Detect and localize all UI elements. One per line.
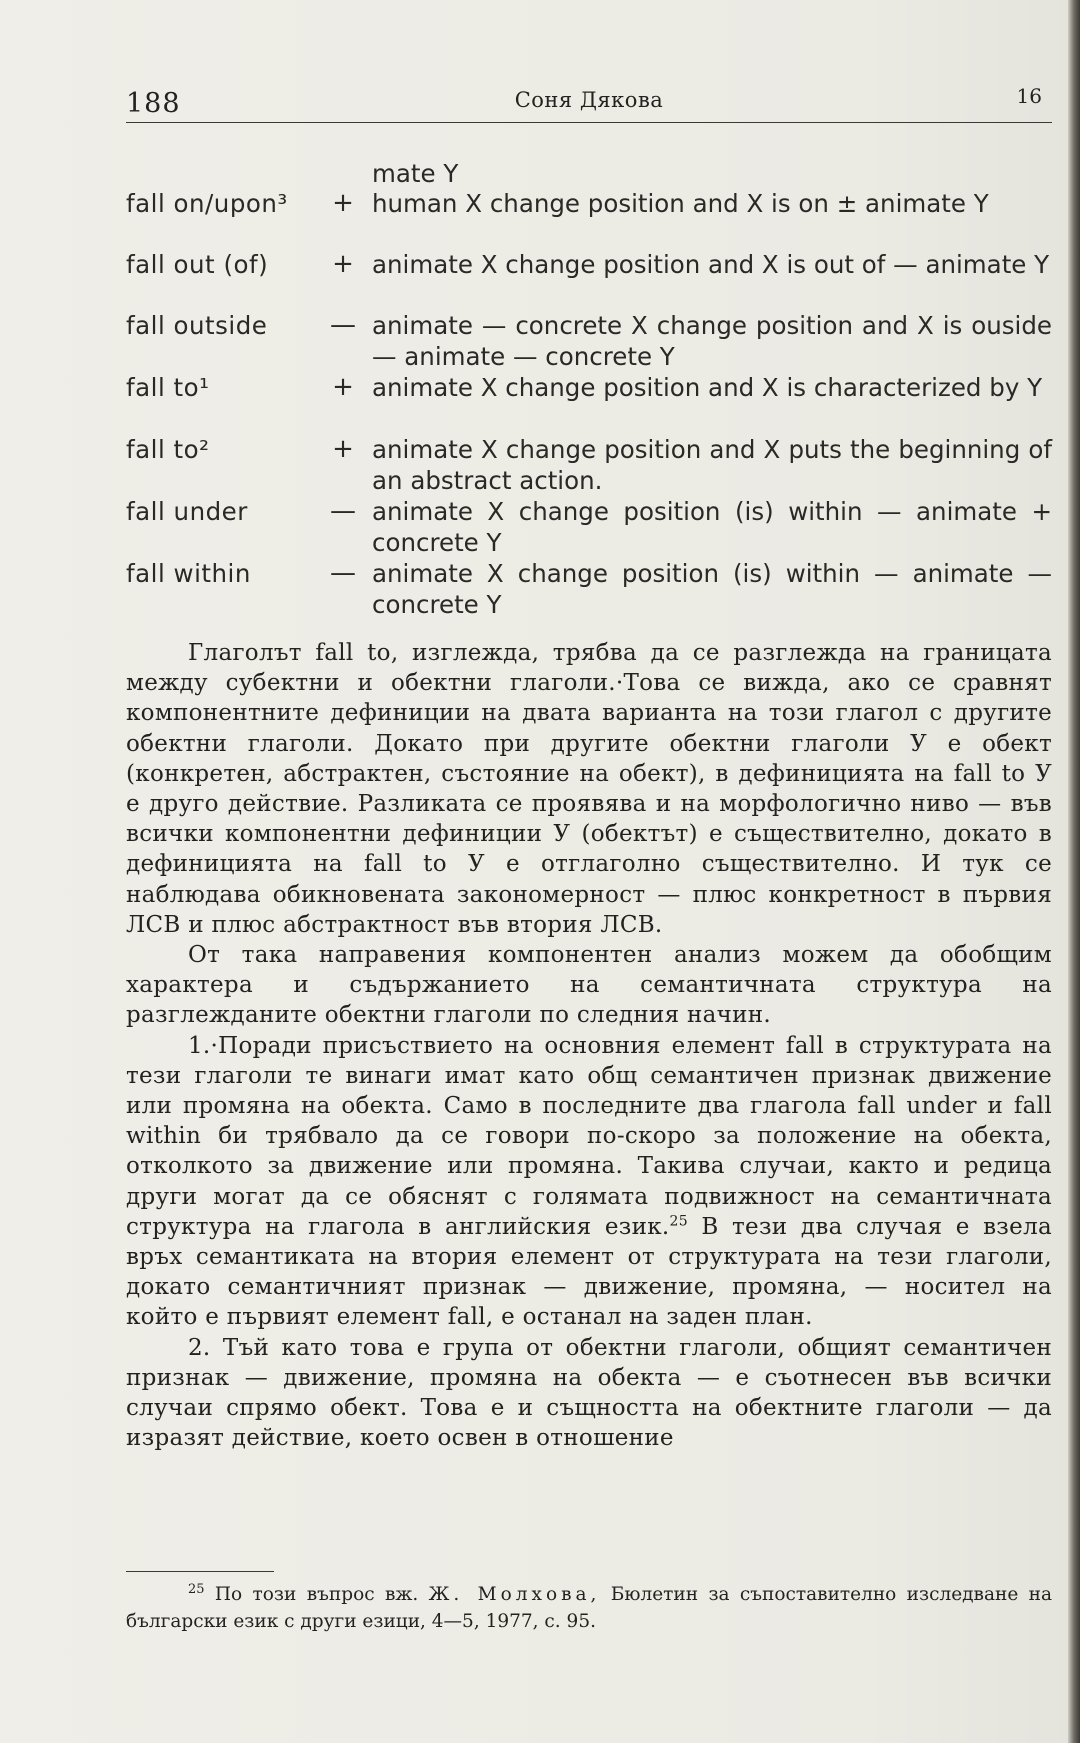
phrasal-verb: fall under <box>126 497 248 526</box>
phrasal-verb: fall to¹ <box>126 373 210 402</box>
phrasal-verb: fall to² <box>126 435 210 464</box>
footnote <box>126 1581 1052 1635</box>
carryover-line: mate Y <box>372 159 459 188</box>
footnote-source: Бюлетин за съпоставително изследване на български език с други езици, 4—5, 1977, с. 95. <box>126 1584 1052 1632</box>
polarity-sign: — <box>330 310 356 340</box>
component-definition: animate X change position (is) within — animate — concrete Y <box>372 559 1052 619</box>
definition-entry <box>126 434 1052 496</box>
component-definition: human X change position and X is on ± animate Y <box>372 189 989 218</box>
definition-entry <box>126 372 1052 434</box>
polarity-sign: — <box>330 496 356 526</box>
footnote-divider <box>126 1571 274 1572</box>
phrasal-verb: fall on/upon³ <box>126 189 288 218</box>
paragraph: От така направения компонентен анализ можем да обобщим характера и съдържанието на семантичната структура на разглежданите обектни глаголи по следния начин. <box>126 942 1052 1029</box>
component-definition: animate X change position (is) within — animate + concrete Y <box>372 497 1052 557</box>
phrasal-verb: fall outside <box>126 311 268 340</box>
definition-entry <box>126 496 1052 558</box>
definition-entry <box>126 249 1052 311</box>
paragraph <box>126 1031 1052 1333</box>
body-text <box>126 638 1052 1453</box>
footnote-author: Ж. Молхова, <box>428 1584 601 1605</box>
component-definition: animate — concrete X change position and X is ouside — animate — concrete Y <box>372 311 1052 371</box>
footnote-reference: 25 <box>669 1213 688 1230</box>
component-definition: animate X change position and X is out of — animate Y <box>372 250 1050 279</box>
component-definition: animate X change position and X puts the beginning of an abstract action. <box>372 435 1052 495</box>
polarity-sign: — <box>330 558 356 588</box>
paragraph-text: 1.·Поради присъствието на основния елемент fall в структурата на тези глаголи те винаги имат като общ семантичен признак движение или промяна на обекта. Само в последните два глагола fall under и fall within би трябвало да се говори по-скоро за положение на обекта, отколкото за движение или промяна. Такива случаи, както и редица други могат да се обяснят с голямата подвижност на семантичната структура на глагола в английския език. <box>126 1032 1052 1240</box>
running-header <box>126 82 1052 123</box>
polarity-sign: + <box>332 249 354 279</box>
polarity-sign: + <box>332 188 354 218</box>
paragraph: 2. Тъй като това е група от обектни глаголи, общият семантичен признак — движение, промяна на обекта — е съотнесен във всички случаи спрямо обект. Това е и същността на обектните глаголи — да изразят действие, което освен в отношение <box>126 1334 1052 1452</box>
definition-entry <box>126 188 1052 250</box>
footnote-number: 25 <box>188 1581 205 1597</box>
page-edge <box>1068 0 1080 1743</box>
signature-mark: 16 <box>1016 84 1042 108</box>
polarity-sign: + <box>332 372 354 402</box>
definition-entry <box>126 558 1052 620</box>
paragraph-text: В тези два случая е взела връх семантиката на втория елемент от структурата на тези глаголи, докато семантичният признак — движение, промяна, — носител на който е първият елемент fall, е останал на заден план. <box>126 1213 1052 1331</box>
phrasal-verb: fall out (of) <box>126 250 269 279</box>
paragraph: Глаголът fall to, изглежда, трябва да се разглежда на границата между субектни и обектни глаголи.·Това се вижда, ако се сравнят компонентните дефиниции на двата варианта на този глагол с другите обектни глаголи. Докато при другите обектни глаголи У е обект (конкретен, абстрактен, състояние на обект), в дефиницията на fall to У е друго действие. Разликата се проявява и на морфологично ниво — във всички компонентни дефиниции У (обектът) е съществително, докато в дефиницията на fall to У е отглаголно съществително. И тук се наблюдава обикновената закономерност — плюс конкретност в първия ЛСВ и плюс абстрактност във втория ЛСВ. <box>126 640 1052 938</box>
polarity-sign: + <box>332 434 354 464</box>
footnote-lead: По този въпрос вж. <box>214 1584 419 1605</box>
definition-entry <box>126 310 1052 372</box>
component-definition: animate X change position and X is characterized by Y <box>372 373 1043 402</box>
running-title: Соня Дякова <box>514 88 664 112</box>
phrasal-verb: fall within <box>126 559 251 588</box>
page-number: 188 <box>126 88 181 119</box>
